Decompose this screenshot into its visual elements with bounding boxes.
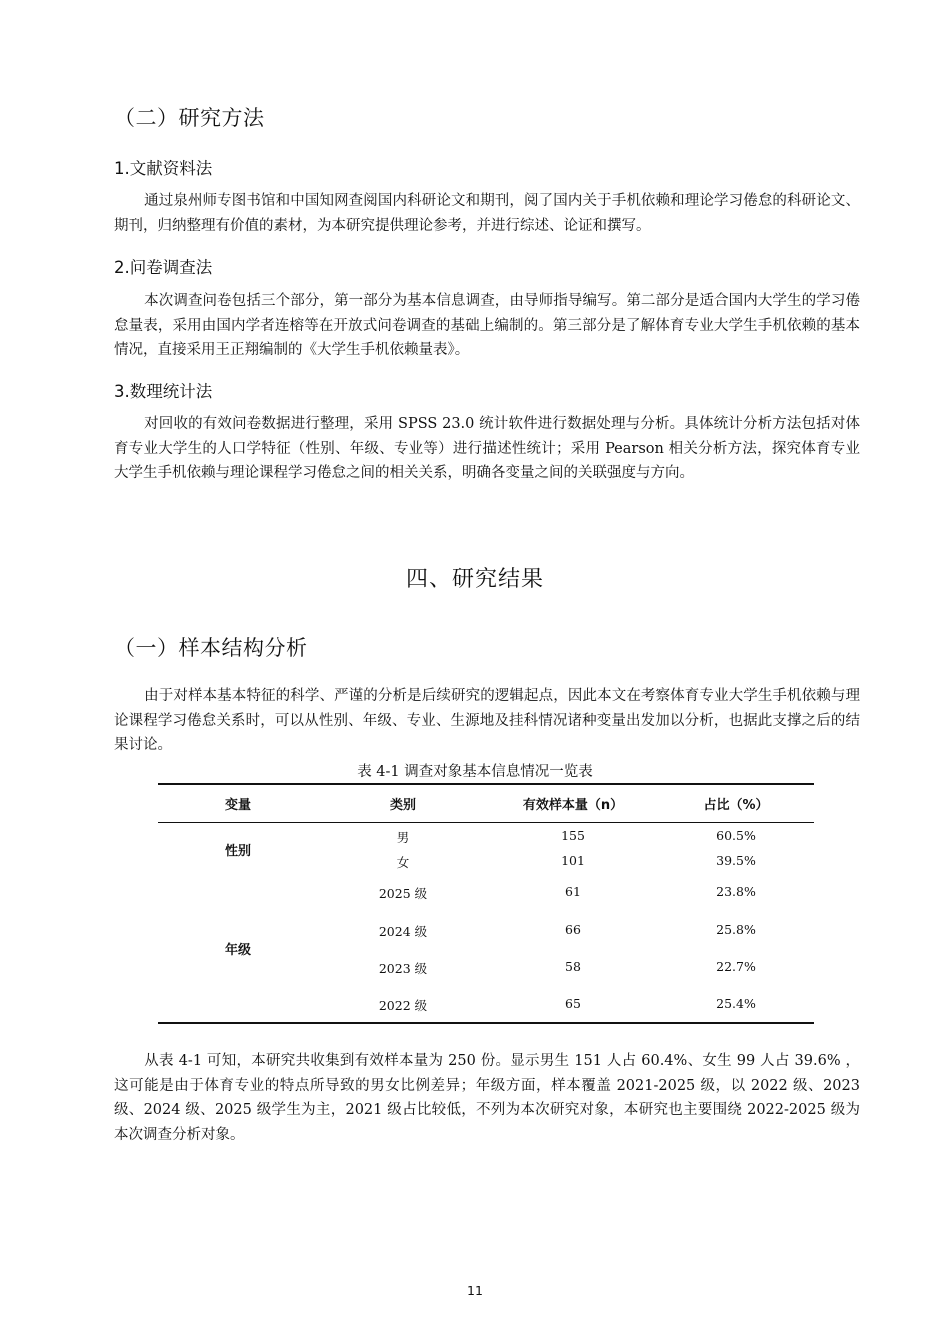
chapter-heading-results: 四、研究结果 [405, 567, 544, 592]
table-cell-category: 2025 级 [378, 886, 428, 901]
table-variable-gender: 性别 [224, 844, 251, 859]
table-cell-category: 2022 级 [378, 998, 428, 1013]
page-number: 11 [467, 1283, 483, 1298]
table-cell-percent: 25.4% [716, 996, 756, 1011]
table-cell-count: 61 [565, 884, 581, 899]
subsection-title-statistics: 3.数理统计法 [114, 382, 213, 401]
paragraph-questionnaire [114, 289, 860, 363]
table-bottom-rule [158, 1022, 814, 1024]
table-header-count: 有效样本量（n） [522, 798, 624, 813]
table-cell-percent: 25.8% [716, 922, 756, 937]
paragraph-table-summary-text: 从表 4-1 可知，本研究共收集到有效样本量为 250 份。显示男生 151 人占 60.4%、女生 99 人占 39.6% ，这可能是由于体育专业的特点所导致的男女比例差异；年级方面，样本覆盖 2021-2025 级，以 2022 级、2023 级、2024 级、2025 级学生为主，2021 级占比较低，不列为本次研究对象，本研究也主要围绕 2022-2025 级为本次调查分析对象。 [114, 1053, 860, 1143]
paragraph-literature [114, 189, 860, 238]
subsection-title-literature: 1.文献资料法 [114, 159, 213, 178]
table-variable-grade: 年级 [224, 943, 251, 958]
table-cell-count: 155 [561, 828, 585, 843]
table-header-category: 类别 [389, 798, 416, 813]
table-cell-count: 66 [565, 922, 581, 937]
table-cell-category: 2024 级 [378, 924, 428, 939]
subsection-title-questionnaire: 2.问卷调查法 [114, 258, 213, 277]
paragraph-statistics [114, 412, 860, 486]
section-heading-sample: （一）样本结构分析 [114, 636, 308, 660]
paragraph-sample-intro [114, 684, 860, 758]
table-cell-count: 101 [561, 853, 585, 868]
paragraph-sample-intro-text: 由于对样本基本特征的科学、严谨的分析是后续研究的逻辑起点，因此本文在考察体育专业大学生手机依赖与理论课程学习倦怠关系时，可以从性别、年级、专业、生源地及挂科情况诸种变量出发加以分析，也据此支撑之后的结果讨论。 [114, 688, 860, 753]
section-heading-methods: （二）研究方法 [114, 106, 265, 130]
table-cell-percent: 60.5% [716, 828, 756, 843]
paragraph-table-summary [114, 1049, 860, 1147]
paragraph-literature-text: 通过泉州师专图书馆和中国知网查阅国内科研论文和期刊，阅了国内关于手机依赖和理论学习倦怠的科研论文、期刊，归纳整理有价值的素材，为本研究提供理论参考，并进行综述、论证和撰写。 [114, 193, 860, 234]
table-cell-count: 65 [565, 996, 581, 1011]
table-header-rule [158, 822, 814, 823]
paragraph-questionnaire-text: 本次调查问卷包括三个部分，第一部分为基本信息调查，由导师指导编写。第二部分是适合国内大学生的学习倦怠量表，采用由国内学者连榕等在开放式问卷调查的基础上编制的。第三部分是了解体育专业大学生手机依赖的基本情况，直接采用王正翔编制的《大学生手机依赖量表》。 [114, 293, 860, 358]
table-cell-category: 女 [396, 855, 410, 870]
table-cell-percent: 22.7% [716, 959, 756, 974]
table-caption: 表 4-1 调查对象基本信息情况一览表 [357, 764, 593, 780]
table-cell-category: 男 [396, 830, 410, 845]
paragraph-statistics-text: 对回收的有效问卷数据进行整理，采用 SPSS 23.0 统计软件进行数据处理与分析。具体统计分析方法包括对体育专业大学生的人口学特征（性别、年级、专业等）进行描述性统计；采用 Pearson 相关分析方法，探究体育专业大学生手机依赖与理论课程学习倦怠之间的相关关系，明确各变量之间的关联强度与方向。 [114, 416, 860, 481]
table-cell-count: 58 [565, 959, 581, 974]
table-header-variable: 变量 [224, 798, 251, 813]
table-cell-percent: 39.5% [716, 853, 756, 868]
table-top-rule [158, 783, 814, 785]
table-cell-category: 2023 级 [378, 961, 428, 976]
table-header-percent: 占比（%） [703, 798, 769, 813]
table-cell-percent: 23.8% [716, 884, 756, 899]
